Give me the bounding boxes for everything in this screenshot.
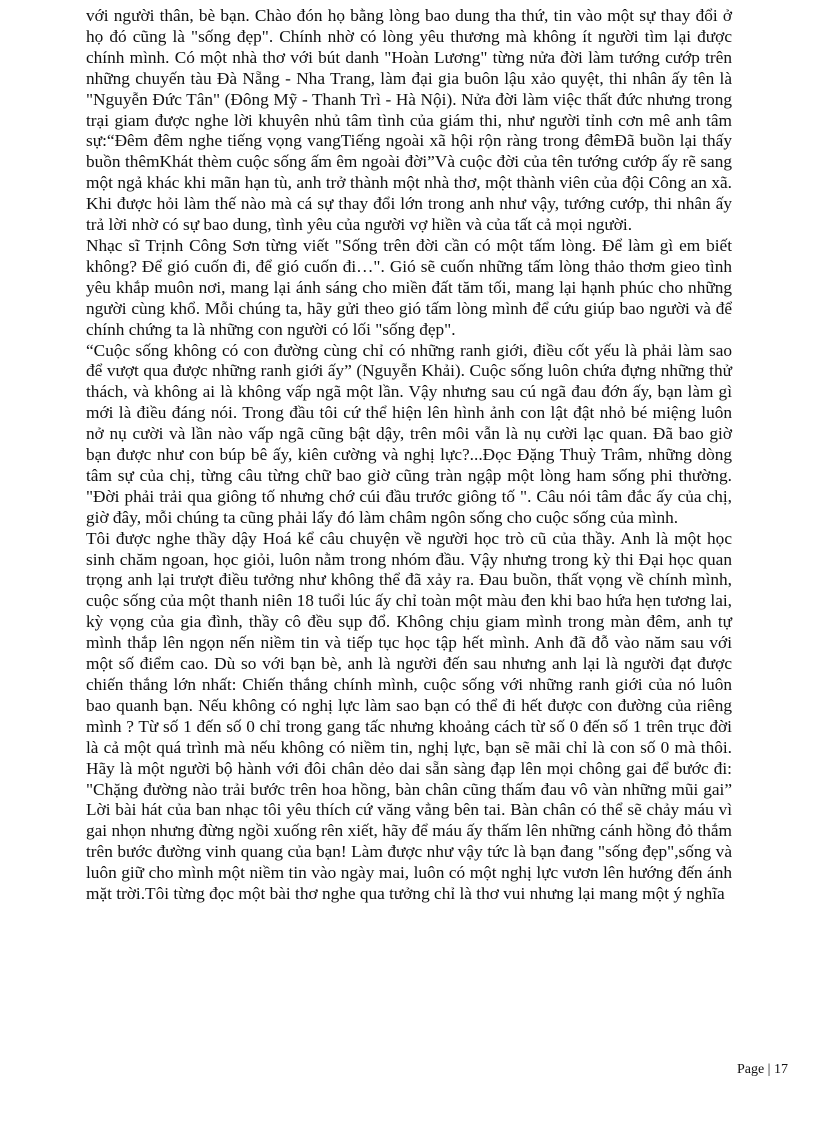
paragraph-trinh-cong-son: Nhạc sĩ Trịnh Công Sơn từng viết "Sống trên đời cần có một tấm lòng. Để làm gì em biết không? Để gió cuốn đi, để gió cuốn đi…". Gió sẽ cuốn những tấm lòng thảo thơm gieo tình yêu khắp muôn nơi, mang lại ánh sáng cho miền đất tăm tối, mang lại hạnh phúc cho những người cùng khổ. Mỗi chúng ta, hãy gửi theo gió tấm lòng mình để cứu giúp bao người và để chính chứng ta là những con người có lối "sống đẹp".	[86, 235, 732, 339]
document-body	[86, 6, 732, 905]
paragraph-forgiveness: với người thân, bè bạn. Chào đón họ bằng lòng bao dung tha thứ, tin vào một sự thay đổi ở họ đó cũng là "sống đẹp". Chính nhờ có lòng yêu thương mà không ít người tìm lại được chính mình. Có một nhà thơ với bút danh "Hoàn Lương" từng nửa đời làm tướng cướp trên những chuyến tàu Đà Nẵng - Nha Trang, làm đại gia buôn lậu xảo quyệt, thi nhân ấy tên là "Nguyễn Đức Tân" (Đông Mỹ - Thanh Trì - Hà Nội). Nửa đời làm việc thất đức nhưng trong trại giam được nghe lời khuyên nhủ tâm tình của giám thi, như người tỉnh cơn mê anh tâm sự:“Đêm đêm nghe tiếng vọng vangTiếng ngoài xã hội rộn ràng trong đêmĐã buồn lại thấy buồn thêmKhát thèm cuộc sống ấm êm ngoài đời”Và cuộc đời của tên tướng cướp ấy rẽ sang một ngả khác khi mãn hạn tù, anh trở thành một nhà thơ, một thành viên của đội Công an xã. Khi được hỏi làm thế nào mà cá sự thay đổi lớn trong anh như vậy, tướng cướp, thi nhân ấy trả lời nhờ có sự bao dung, tình yêu của người vợ hiền và của tất cả mọi người.	[86, 6, 732, 235]
page-number: Page | 17	[736, 1062, 788, 1077]
paragraph-student-story: Tôi được nghe thầy dậy Hoá kể câu chuyện về người học trò cũ của thầy. Anh là một học sinh chăm ngoan, học giỏi, luôn nằm trong nhóm đầu. Vậy nhưng trong kỳ thi Đại học quan trọng anh lại trượt điều tưởng như không thể đã xảy ra. Đau buồn, thất vọng về chính mình, cuộc sống của một thanh niên 18 tuổi lúc ấy chỉ toàn một màu đen khi bao hứa hẹn tương lai, kỳ vọng của gia đình, thầy cô đều sụp đổ. Không chịu giam mình trong màn đêm, anh tự mình thắp lên ngọn nến niềm tin và tiếp tục học tập hết mình. Anh đã đỗ vào năm sau với một số điểm cao. Dù so với bạn bè, anh là người đến sau nhưng anh lại là người đạt được chiến thắng lớn nhất: Chiến thắng chính mình, cuộc sống với những ranh giới của nó luôn bao quanh bạn. Nếu không có nghị lực làm sao bạn có thể đi hết được con đường của riêng mình ? Từ số 1 đến số 0 chỉ trong gang tấc nhưng khoảng cách từ số 0 đến số 1 trên trục đời là cả một quá trình mà nếu không có niềm tin, nghị lực, bạn sẽ mãi chỉ là con số 0 mà thôi. Hãy là một người bộ hành với đôi chân dẻo dai sẵn sàng đạp lên mọi chông gai để bước đi: "Chặng đường nào trải bước trên hoa hồng, bàn chân cũng thấm đau vô vàn những mũi gai” Lời bài hát của ban nhạc tôi yêu thích cứ văng vẳng bên tai. Bàn chân có thể sẽ chảy máu vì gai nhọn nhưng đừng ngồi xuống rên xiết, hãy để máu ấy thấm lên những cánh hồng đỏ thắm trên bước đường vinh quang của bạn! Làm được như vậy tức là bạn đang "sống đẹp",sống và luôn giữ cho mình một niềm tin vào ngày mai, luôn có một nghị lực vươn lên hướng đến ánh mặt trời.Tôi từng đọc một bài thơ nghe qua tưởng chỉ là thơ vui nhưng lại mang một ý nghĩa	[86, 528, 732, 904]
paragraph-boundaries: “Cuộc sống không có con đường cùng chỉ có những ranh giới, điều cốt yếu là phải làm sao để vượt qua được những ranh giới ấy” (Nguyễn Khải). Cuộc sống luôn chứa đựng những thử thách, và không ai là không vấp ngã một lần. Vậy nhưng sau cú ngã đau đớn ấy, bạn làm gì mới là điều đáng nói. Trong đầu tôi cứ thể hiện lên hình ảnh con lật đật nhỏ bé miệng luôn nở nụ cười và lần nào vấp ngã cũng bật dậy, trên môi vẫn là nụ cười lạc quan. Đã bao giờ bạn được như con búp bê ấy, kiên cường và nghị lực?...Đọc Đặng Thuỳ Trâm, những dòng tâm sự của chị, từng câu từng chữ bao giờ cũng tràn ngập một lòng ham sống phi thường. "Đời phải trải qua giông tố nhưng chớ cúi đầu trước giông tố ". Câu nói tâm đắc ấy của chị, giờ đây, mỗi chúng ta cũng phải lấy đó làm châm ngôn sống cho cuộc sống của mình.	[86, 340, 732, 527]
